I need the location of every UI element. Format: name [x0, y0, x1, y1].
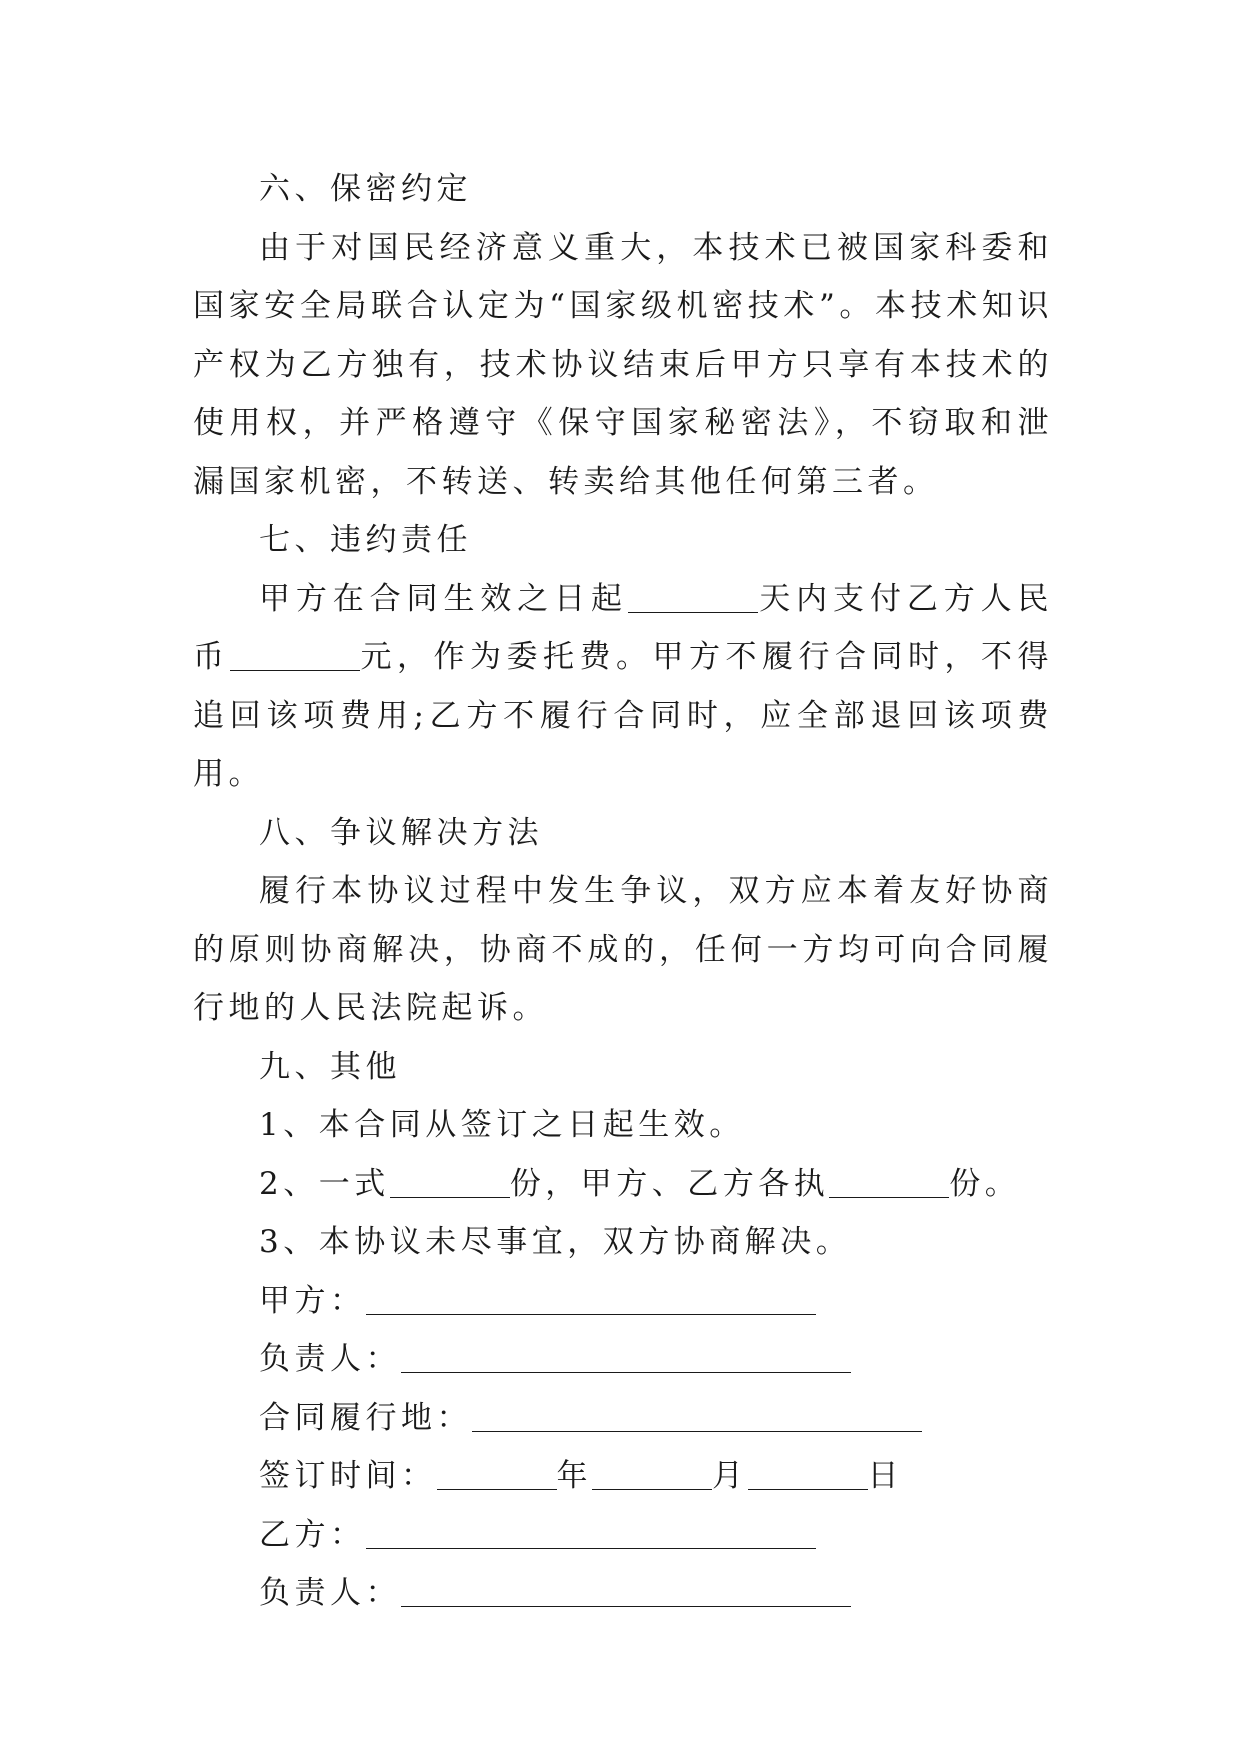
section8-body: 履行本协议过程中发生争议，双方应本着友好协商的原则协商解决，协商不成的，任何一方均可向合同履行地的人民法院起诉。 — [193, 873, 1053, 1026]
section7-body — [193, 570, 1053, 804]
party-b-blank[interactable] — [366, 1518, 816, 1549]
party-b-line — [193, 1506, 1053, 1565]
place-blank[interactable] — [472, 1401, 922, 1432]
place-label: 合同履行地： — [259, 1399, 472, 1436]
section6-heading: 六、保密约定 — [259, 171, 472, 207]
month-blank[interactable] — [592, 1459, 712, 1490]
date-label: 签订时间： — [259, 1458, 437, 1494]
party-a-blank[interactable] — [366, 1284, 816, 1315]
responsible-b-blank[interactable] — [401, 1576, 851, 1607]
copies-each-blank[interactable] — [829, 1167, 949, 1198]
place-line — [193, 1389, 1053, 1448]
responsible-b-label: 负责人： — [259, 1575, 401, 1611]
party-a-line — [193, 1272, 1053, 1331]
section6-body: 由于对国民经济意义重大，本技术已被国家科委和国家安全局联合认定为“国家级机密技术”。本技术知识产权为乙方独有，技术协议结束后甲方只享有本技术的使用权，并严格遵守《保守国家秘密法》，不窃取和泄漏国家机密，不转送、转卖给其他任何第三者。 — [193, 229, 1053, 500]
year-label: 年 — [556, 1458, 592, 1494]
day-blank[interactable] — [748, 1459, 868, 1490]
section9-item3: 3、本协议未尽事宜，双方协商解决。 — [259, 1224, 852, 1260]
date-line — [193, 1447, 1053, 1506]
days-blank[interactable] — [628, 582, 758, 613]
party-a-label: 甲方： — [259, 1282, 366, 1319]
month-label: 月 — [712, 1458, 748, 1494]
document-body — [193, 160, 1053, 1623]
responsible-b-line — [193, 1564, 1053, 1623]
day-label: 日 — [867, 1458, 903, 1494]
section9-item2 — [193, 1155, 1053, 1214]
copies-total-blank[interactable] — [390, 1167, 510, 1198]
responsible-a-line — [193, 1330, 1053, 1389]
section9-heading: 九、其他 — [259, 1048, 401, 1085]
section7-text-1: 甲方在合同生效之日起 — [259, 580, 628, 617]
party-b-label: 乙方： — [259, 1516, 366, 1553]
year-blank[interactable] — [437, 1459, 557, 1490]
responsible-a-label: 负责人： — [259, 1341, 401, 1377]
item2-text-2: 份，甲方、乙方各执 — [509, 1165, 830, 1202]
item2-text-1: 2、一式 — [259, 1165, 390, 1202]
responsible-a-blank[interactable] — [401, 1342, 851, 1373]
section7-text-2: 天内支付乙方人民币 — [193, 580, 1054, 675]
amount-blank[interactable] — [230, 640, 360, 671]
section7-text-3: 元，作为委托费。甲方不履行合同时，不得追回该项费用;乙方不履行合同时，应全部退回该项费用。 — [193, 639, 1053, 792]
section7-heading: 七、违约责任 — [259, 522, 472, 558]
section9-item1: 1、本合同从签订之日起生效。 — [259, 1107, 745, 1143]
item2-text-3: 份。 — [949, 1165, 1021, 1202]
section8-heading: 八、争议解决方法 — [259, 814, 543, 851]
